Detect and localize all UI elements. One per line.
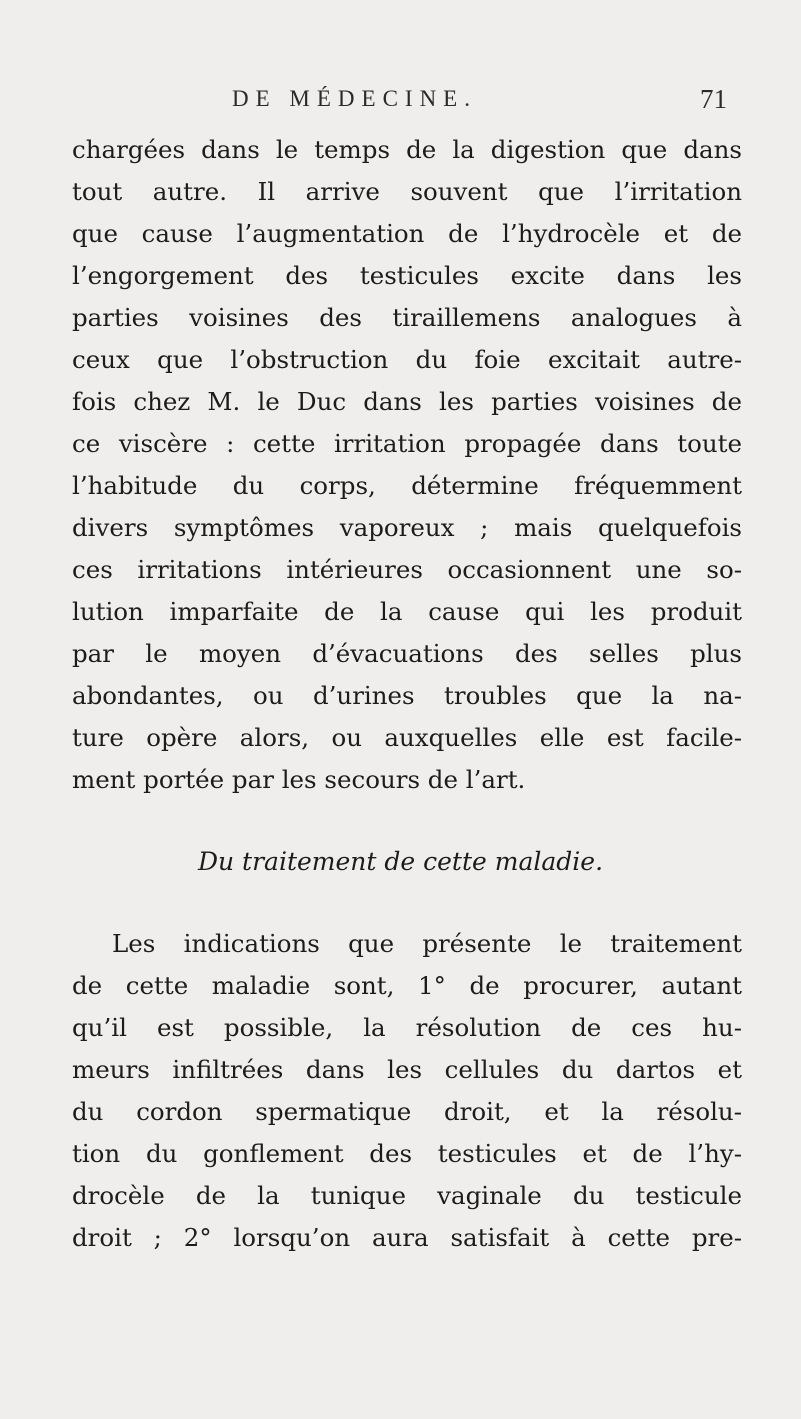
text-line: lution imparfaite de la cause qui les produit <box>72 597 742 626</box>
text-line: ment portée par les secours de l’art. <box>72 765 526 794</box>
text-line: divers symptômes vaporeux ; mais quelquefois <box>72 513 742 542</box>
text-line: drocèle de la tunique vaginale du testicule <box>72 1181 742 1210</box>
text-line: que cause l’augmentation de l’hydrocèle et de <box>72 219 742 248</box>
text-line: droit ; 2° lorsqu’on aura satisfait à cette pre- <box>72 1223 742 1252</box>
text-line: Les indications que présente le traitement <box>112 929 742 958</box>
text-line: l’habitude du corps, détermine fréquemment <box>72 471 742 500</box>
text-line: de cette maladie sont, 1° de procurer, autant <box>72 971 742 1000</box>
text-line: meurs infiltrées dans les cellules du dartos et <box>72 1055 742 1084</box>
section-heading: Du traitement de cette maladie. <box>197 847 604 876</box>
text-line: par le moyen d’évacuations des selles plus <box>72 639 742 668</box>
page-header <box>0 86 801 126</box>
text-line: ces irritations intérieures occasionnent une so- <box>72 555 742 584</box>
text-line: l’engorgement des testicules excite dans les <box>72 261 742 290</box>
page-number: 71 <box>700 84 727 114</box>
text-line: ture opère alors, ou auxquelles elle est facile- <box>72 723 742 752</box>
text-line: ceux que l’obstruction du foie excitait autre- <box>72 345 742 374</box>
text-line: du cordon spermatique droit, et la résolu- <box>72 1097 742 1126</box>
text-line: ce viscère : cette irritation propagée dans toute <box>72 429 742 458</box>
text-line: abondantes, ou d’urines troubles que la na- <box>72 681 742 710</box>
running-head: DE MÉDECINE. <box>232 86 477 111</box>
text-line: tion du gonflement des testicules et de l’hy- <box>72 1139 742 1168</box>
text-line: fois chez M. le Duc dans les parties voisines de <box>72 387 742 416</box>
text-line: parties voisines des tiraillemens analogues à <box>72 303 742 332</box>
text-line: tout autre. Il arrive souvent que l’irritation <box>72 177 742 206</box>
text-line: qu’il est possible, la résolution de ces hu- <box>72 1013 742 1042</box>
text-line: chargées dans le temps de la digestion que dans <box>72 135 742 164</box>
